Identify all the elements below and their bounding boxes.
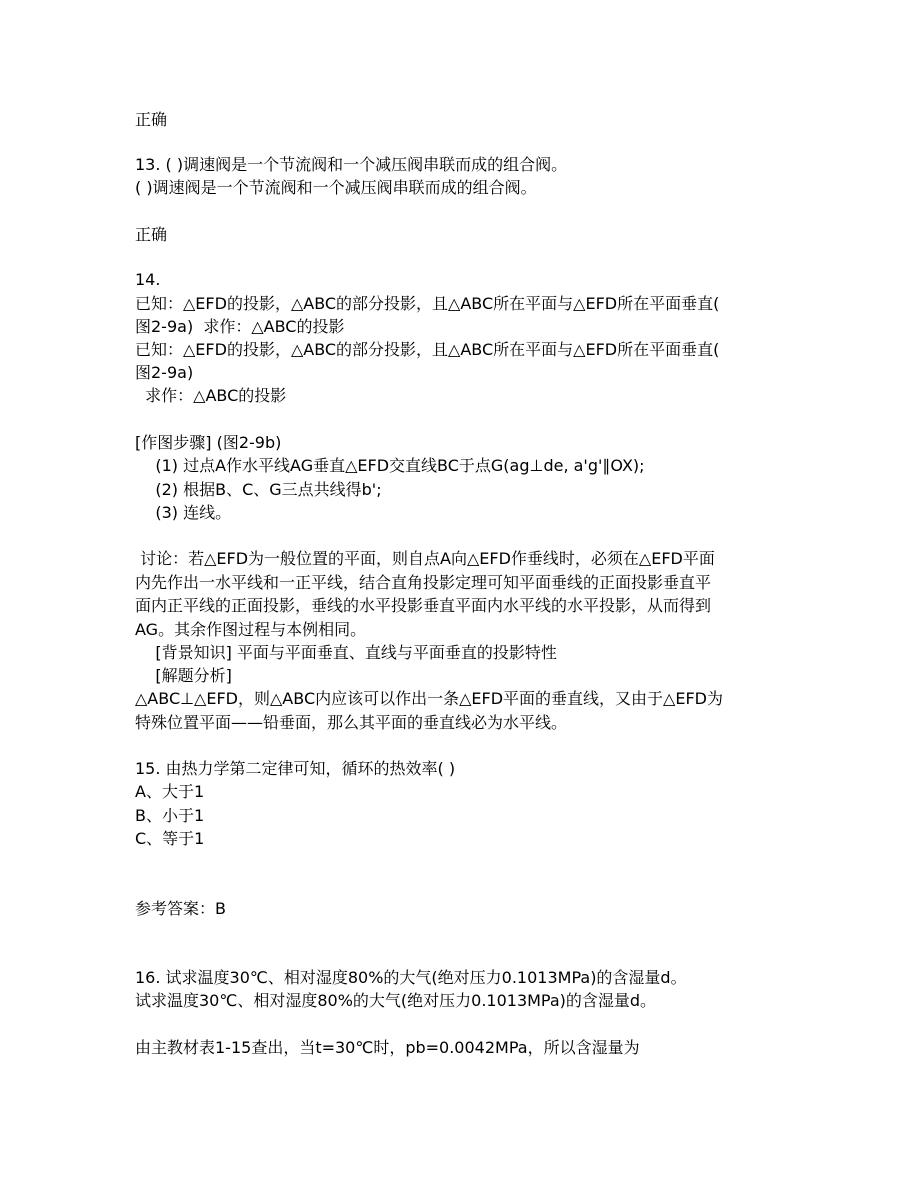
analysis-title: [解题分析]: [135, 666, 232, 685]
question-14-stem: 已知：△EFD的投影，△ABC的部分投影，且△ABC所在平面与△EFD所在平面垂直(: [135, 294, 720, 313]
question-14-stem-repeat: 求作：△ABC的投影: [135, 386, 287, 405]
steps-title: [作图步骤] (图2-9b): [135, 433, 282, 452]
option-a: A、大于1: [135, 782, 205, 801]
answer-text: 正确: [135, 110, 168, 129]
question-14-stem-repeat: 已知：△EFD的投影，△ABC的部分投影，且△ABC所在平面与△EFD所在平面垂直(: [135, 340, 720, 359]
question-15-stem: 15. 由热力学第二定律可知，循环的热效率( ): [135, 759, 456, 778]
step-item: (1) 过点A作水平线AG垂直△EFD交直线BC于点G(ag⊥de, a'g'∥OX);: [135, 456, 645, 475]
question-13-stem: 13. ( )调速阀是一个节流阀和一个减压阀串联而成的组合阀。: [135, 155, 568, 174]
discussion-text: 面内正平线的正面投影，垂线的水平投影垂直平面内水平线的水平投影，从而得到: [135, 596, 712, 615]
option-c: C、等于1: [135, 829, 205, 848]
answer-text: 正确: [135, 225, 168, 244]
reference-answer: 参考答案：B: [135, 899, 226, 918]
question-16-stem-repeat: 试求温度30℃、相对湿度80%的大气(绝对压力0.1013MPa)的含湿量d。: [135, 991, 657, 1010]
analysis-text: 特殊位置平面——铅垂面，那么其平面的垂直线必为水平线。: [135, 713, 568, 732]
discussion-text: AG。其余作图过程与本例相同。: [135, 620, 367, 639]
question-16-stem: 16. 试求温度30℃、相对湿度80%的大气(绝对压力0.1013MPa)的含湿量d。: [135, 968, 687, 987]
discussion-text: 讨论：若△EFD为一般位置的平面，则自点A向△EFD作垂线时，必须在△EFD平面: [135, 549, 715, 568]
answer-text: 由主教材表1-15查出，当t=30℃时，pb=0.0042MPa，所以含湿量为: [135, 1038, 640, 1057]
discussion-text: 内先作出一水平线和一正平线，结合直角投影定理可知平面垂线的正面投影垂直平: [135, 573, 712, 592]
background-knowledge: [背景知识] 平面与平面垂直、直线与平面垂直的投影特性: [135, 643, 557, 662]
question-13-stem-repeat: ( )调速阀是一个节流阀和一个减压阀串联而成的组合阀。: [135, 178, 537, 197]
analysis-text: △ABC⊥△EFD，则△ABC内应该可以作出一条△EFD平面的垂直线，又由于△EFD为: [135, 689, 723, 708]
question-14-stem: 图2-9a) 求作：△ABC的投影: [135, 317, 345, 336]
question-14-stem-repeat: 图2-9a): [135, 363, 194, 382]
option-b: B、小于1: [135, 806, 205, 825]
step-item: (2) 根据B、C、G三点共线得b';: [135, 480, 382, 499]
question-14-number: 14.: [135, 270, 161, 289]
step-item: (3) 连线。: [135, 503, 232, 522]
